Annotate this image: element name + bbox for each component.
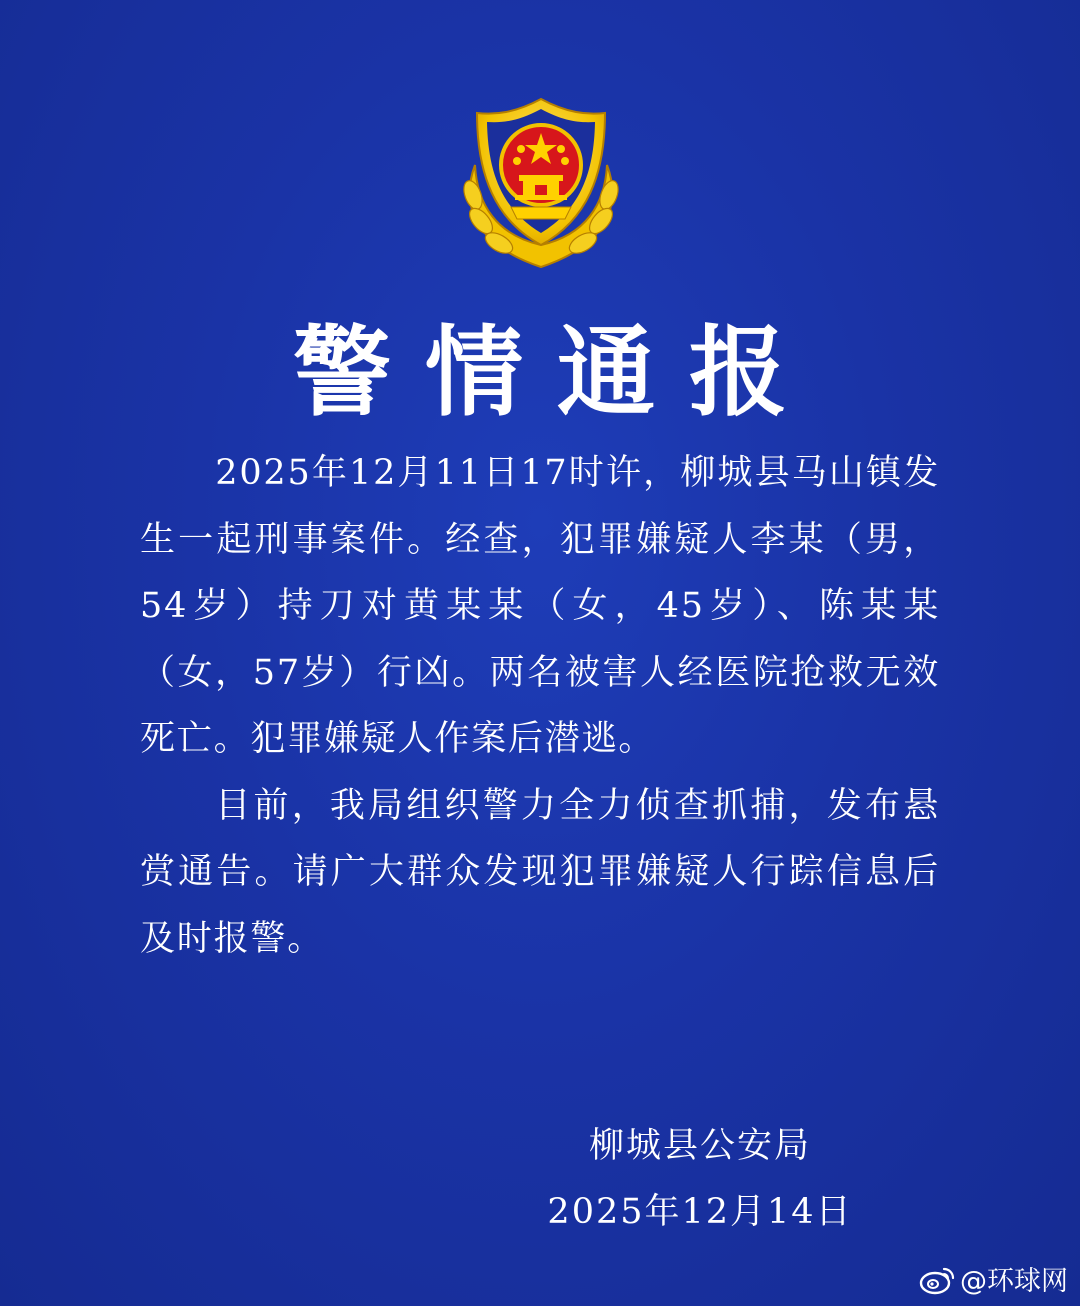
weibo-icon [918, 1263, 956, 1295]
paragraph: 目前，我局组织警力全力侦查抓捕，发布悬赏通告。请广大群众发现犯罪嫌疑人行踪信息后及时报警。 [140, 785, 940, 959]
notice-body [140, 440, 940, 972]
signature-date: 2025年12月14日 [547, 1192, 853, 1232]
notice-title: 警情通报 [292, 316, 821, 430]
police-emblem-icon [455, 95, 627, 273]
source-watermark [918, 1259, 1068, 1298]
paragraph: 2025年12月11日17时许，柳城县马山镇发生一起刑事案件。经查，犯罪嫌疑人李某（男，54岁）持刀对黄某某（女，45岁）、陈某某（女，57岁）行凶。两名被害人经医院抢救无效死亡。犯罪嫌疑人作案后潜逃。 [140, 453, 940, 759]
signature-organization: 柳城县公安局 [588, 1126, 811, 1166]
watermark-text: @环球网 [960, 1266, 1068, 1297]
